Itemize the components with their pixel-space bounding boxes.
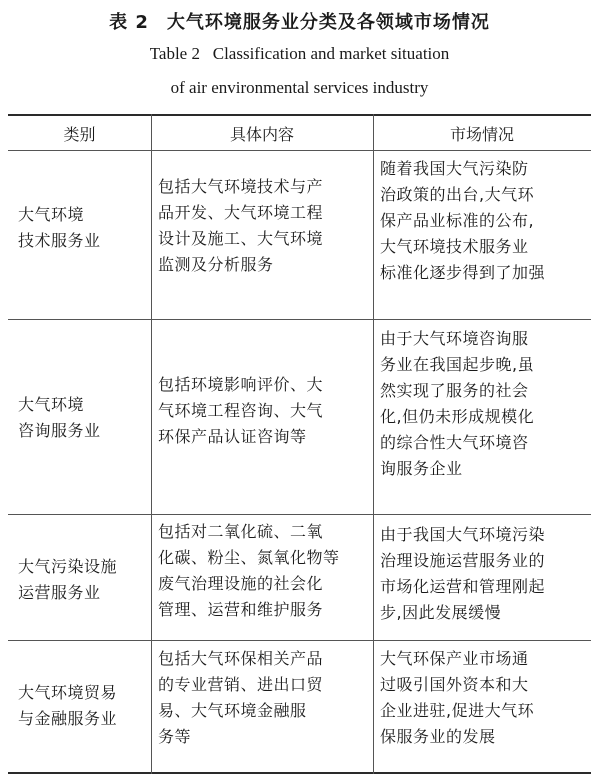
column-divider-1 <box>151 114 152 774</box>
title-chinese <box>0 8 599 34</box>
row-1-market: 随着我国大气污染防 治政策的出台,大气环 保产品业标准的公布, 大气环境技术服务业 标准化逐步得到了加强 <box>380 159 546 282</box>
table-top-rule <box>8 114 591 116</box>
header-category: 类别 <box>63 125 96 144</box>
row-divider-3 <box>8 640 591 641</box>
title-english-line-1: Table 2 Classification and market situation <box>149 44 450 63</box>
header-content: 具体内容 <box>229 125 294 144</box>
row-1-category: 大气环境 技术服务业 <box>18 205 101 250</box>
row-2-content: 包括环境影响评价、大 气环境工程咨询、大气 环保产品认证咨询等 <box>158 375 324 446</box>
column-divider-2 <box>373 114 374 774</box>
row-divider-2 <box>8 514 591 515</box>
row-4-category: 大气环境贸易 与金融服务业 <box>18 683 118 728</box>
row-3-content: 包括对二氧化硫、二氧 化碳、粉尘、氮氧化物等 废气治理设施的社会化 管理、运营和维护服务 <box>158 522 340 619</box>
row-divider-1 <box>8 319 591 320</box>
header-market: 市场情况 <box>449 125 514 144</box>
row-3-market: 由于我国大气环境污染 治理设施运营服务业的 市场化运营和管理刚起 步,因此发展缓慢 <box>380 525 546 622</box>
classification-table <box>8 114 591 774</box>
table-bottom-rule <box>8 772 591 774</box>
row-2-market: 由于大气环境咨询服 务业在我国起步晚,虽 然实现了服务的社会 化,但仍未形成规模化 的综合性大气环境咨 询服务企业 <box>380 329 535 478</box>
row-4-content: 包括大气环保相关产品 的专业营销、进出口贸 易、大气环境金融服 务等 <box>158 649 324 746</box>
row-2-category: 大气环境 咨询服务业 <box>18 395 101 440</box>
title-chinese-text: 大气环境服务业分类及各领域市场情况 <box>166 12 490 33</box>
row-3-category: 大气污染设施 运营服务业 <box>18 557 118 602</box>
row-1-content: 包括大气环境技术与产 品开发、大气环境工程 设计及施工、大气环境 监测及分析服务 <box>158 177 324 274</box>
header-bottom-rule <box>8 150 591 151</box>
table-number: 表 2 <box>109 12 149 33</box>
title-english-line-2: of air environmental services industry <box>170 78 429 97</box>
row-4-market: 大气环保产业市场通 过吸引国外资本和大 企业进驻,促进大气环 保服务业的发展 <box>380 649 535 746</box>
